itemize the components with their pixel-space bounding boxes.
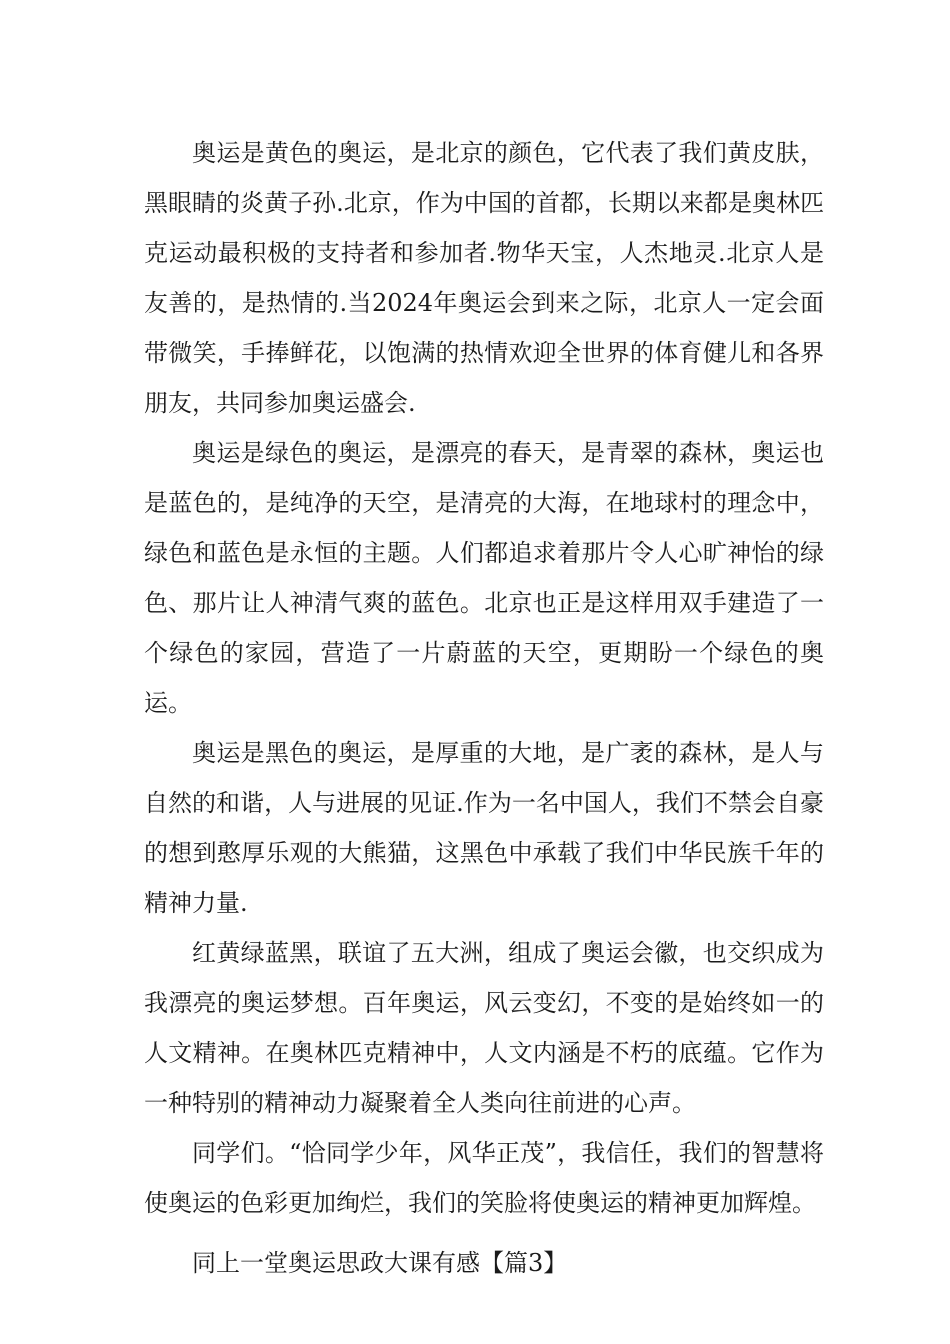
paragraph-green-blue: 奥运是绿色的奥运，是漂亮的春天，是青翠的森林，奥运也是蓝色的，是纯净的天空，是清亮的大海，在地球村的理念中，绿色和蓝色是永恒的主题。人们都追求着那片令人心旷神怡的绿色、那片让人神清气爽的蓝色。北京也正是这样用双手建造了一个绿色的家园，营造了一片蔚蓝的天空，更期盼一个绿色的奥运。 [144, 439, 824, 717]
paragraph-yellow: 奥运是黄色的奥运，是北京的颜色，它代表了我们黄皮肤，黑眼睛的炎黄子孙.北京，作为中国的首都，长期以来都是奥林匹克运动最积极的支持者和参加者.物华天宝，人杰地灵.北京人是友善的，是热情的.当2024年奥运会到来之际，北京人一定会面带微笑，手捧鲜花，以饱满的热情欢迎全世界的体育健儿和各界朋友，共同参加奥运盛会. [144, 139, 824, 417]
document-body [144, 128, 824, 1288]
paragraph-five-colors: 红黄绿蓝黑，联谊了五大洲，组成了奥运会徽，也交织成为我漂亮的奥运梦想。百年奥运，风云变幻，不变的是始终如一的人文精神。在奥林匹克精神中，人文内涵是不朽的底蕴。它作为一种特别的精神动力凝聚着全人类向往前进的心声。 [144, 939, 824, 1117]
paragraph-classmates: 同学们。“恰同学少年，风华正茂”，我信任，我们的智慧将使奥运的色彩更加绚烂，我们的笑脸将使奥运的精神更加辉煌。 [144, 1139, 824, 1217]
section-heading: 同上一堂奥运思政大课有感【篇3】 [192, 1249, 568, 1277]
paragraph-black: 奥运是黑色的奥运，是厚重的大地，是广袤的森林，是人与自然的和谐，人与进展的见证.作为一名中国人，我们不禁会自豪的想到憨厚乐观的大熊猫，这黑色中承载了我们中华民族千年的精神力量. [144, 739, 824, 917]
